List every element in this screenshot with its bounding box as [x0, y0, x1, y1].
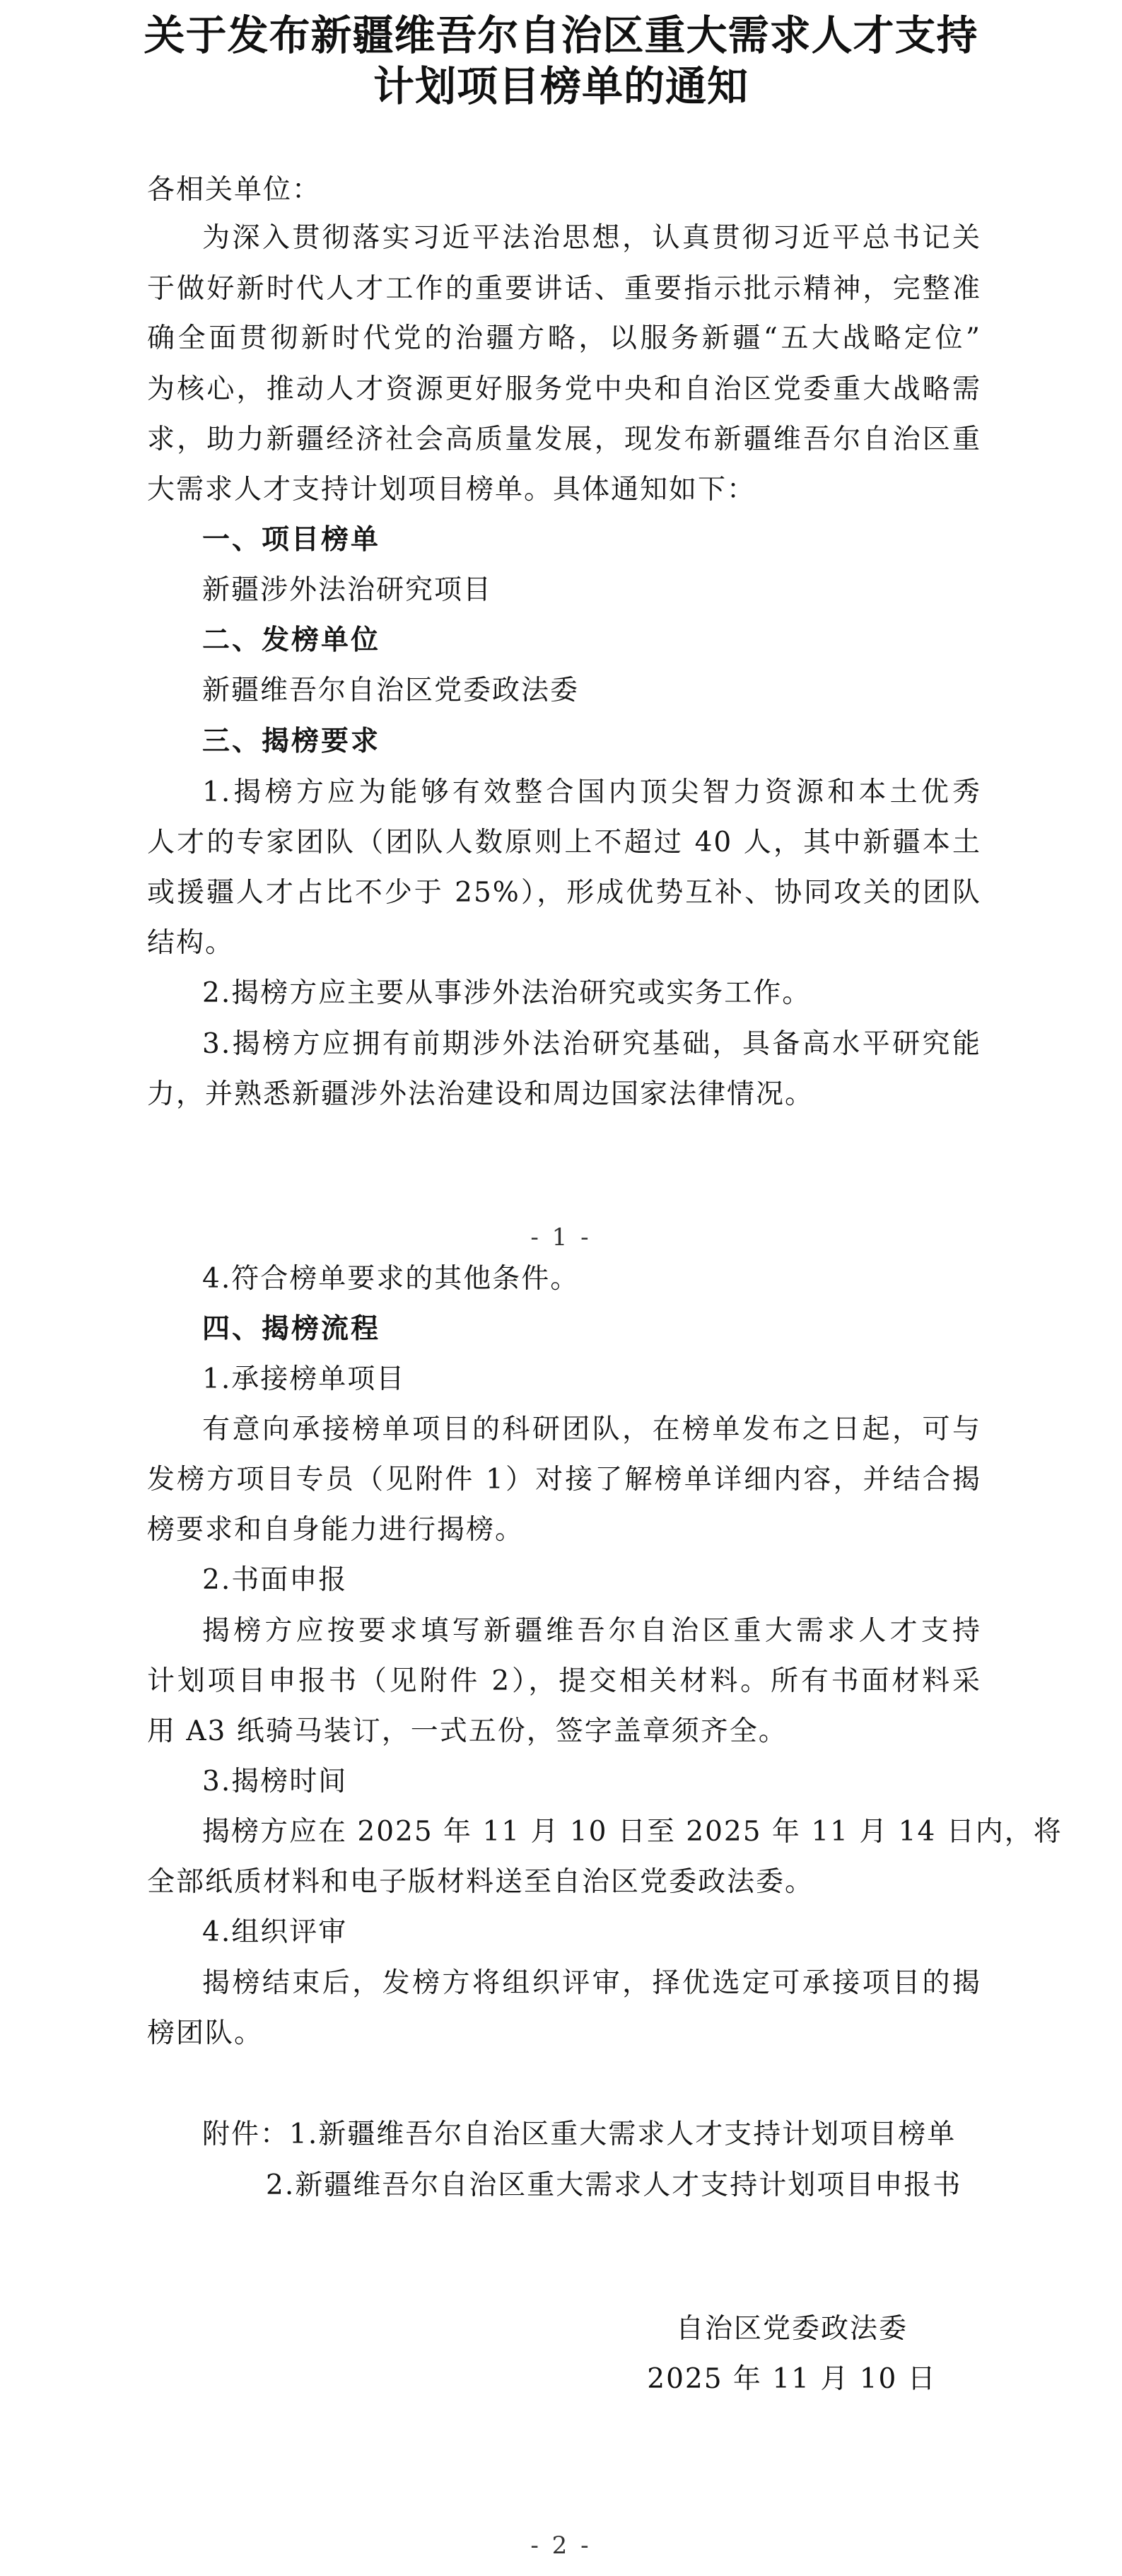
page-number-1: - 1 - [530, 1223, 592, 1252]
requirement-2: 2.揭榜方应主要从事涉外法治研究或实务工作。 [202, 977, 812, 1009]
requirement-1-line-2: 人才的专家团队（团队人数原则上不超过 40 人，其中新疆本土 [147, 827, 981, 858]
intro-line-1: 为深入贯彻落实习近平法治思想，认真贯彻习近平总书记关 [202, 222, 981, 254]
attachment-line-2: 2.新疆维吾尔自治区重大需求人才支持计划项目申报书 [266, 2169, 962, 2201]
intro-line-4: 为核心，推动人才资源更好服务党中央和自治区党委重大战略需 [147, 373, 981, 405]
requirement-3-line-1: 3.揭榜方应拥有前期涉外法治研究基础，具备高水平研究能 [202, 1028, 981, 1060]
attachment-line-1: 附件：1.新疆维吾尔自治区重大需求人才支持计划项目榜单 [202, 2119, 957, 2150]
process-step-1-line-2: 发榜方项目专员（见附件 1）对接了解榜单详细内容，并结合揭 [147, 1464, 981, 1496]
requirement-1-line-3: 或援疆人才占比不少于 25%），形成优势互补、协同攻关的团队 [147, 877, 981, 909]
requirement-1-line-4: 结构。 [147, 927, 235, 959]
process-step-3-line-1: 揭榜方应在 2025 年 11 月 10 日至 2025 年 11 月 14 日内，将 [202, 1816, 1063, 1848]
project-name: 新疆涉外法治研究项目 [202, 574, 493, 606]
intro-line-6: 大需求人才支持计划项目榜单。具体通知如下： [147, 474, 756, 506]
document-title-line-2: 计划项目榜单的通知 [373, 62, 749, 110]
issuing-unit-name: 新疆维吾尔自治区党委政法委 [202, 675, 580, 706]
intro-line-3: 确全面贯彻新时代党的治疆方略，以服务新疆“五大战略定位” [147, 322, 981, 354]
page-number-2: - 2 - [530, 2531, 592, 2560]
process-step-3-line-2: 全部纸质材料和电子版材料送至自治区党委政法委。 [147, 1866, 814, 1898]
process-step-1-line-3: 榜要求和自身能力进行揭榜。 [147, 1514, 525, 1546]
section-heading-process: 四、揭榜流程 [202, 1313, 381, 1345]
process-step-4-line-2: 榜团队。 [147, 2017, 264, 2049]
signature-date: 2025 年 11 月 10 日 [647, 2363, 937, 2395]
section-heading-requirements: 三、揭榜要求 [202, 725, 381, 757]
process-step-2-title: 2.书面申报 [202, 1564, 348, 1596]
process-step-1-title: 1.承接榜单项目 [202, 1363, 406, 1395]
intro-line-5: 求，助力新疆经济社会高质量发展，现发布新疆维吾尔自治区重 [147, 424, 981, 455]
process-step-4-title: 4.组织评审 [202, 1916, 348, 1948]
section-heading-project-list: 一、项目榜单 [202, 524, 381, 556]
process-step-3-title: 3.揭榜时间 [202, 1766, 348, 1797]
process-step-2-line-2: 计划项目申报书（见附件 2），提交相关材料。所有书面材料采 [147, 1665, 981, 1697]
intro-line-2: 于做好新时代人才工作的重要讲话、重要指示批示精神，完整准 [147, 273, 981, 305]
process-step-2-line-3: 用 A3 纸骑马装订，一式五份，签字盖章须齐全。 [147, 1715, 788, 1747]
process-step-2-line-1: 揭榜方应按要求填写新疆维吾尔自治区重大需求人才支持 [202, 1615, 981, 1647]
salutation: 各相关单位： [147, 174, 322, 206]
process-step-1-line-1: 有意向承接榜单项目的科研团队，在榜单发布之日起，可与 [202, 1414, 981, 1445]
requirement-4: 4.符合榜单要求的其他条件。 [202, 1263, 580, 1295]
document-title-line-1: 关于发布新疆维吾尔自治区重大需求人才支持 [144, 11, 978, 59]
section-heading-issuing-unit: 二、发榜单位 [202, 624, 381, 656]
process-step-4-line-1: 揭榜结束后，发榜方将组织评审，择优选定可承接项目的揭 [202, 1967, 981, 1999]
requirement-3-line-2: 力，并熟悉新疆涉外法治建设和周边国家法律情况。 [147, 1078, 814, 1110]
signature-org: 自治区党委政法委 [675, 2313, 908, 2345]
requirement-1-line-1: 1.揭榜方应为能够有效整合国内顶尖智力资源和本土优秀 [202, 776, 981, 808]
